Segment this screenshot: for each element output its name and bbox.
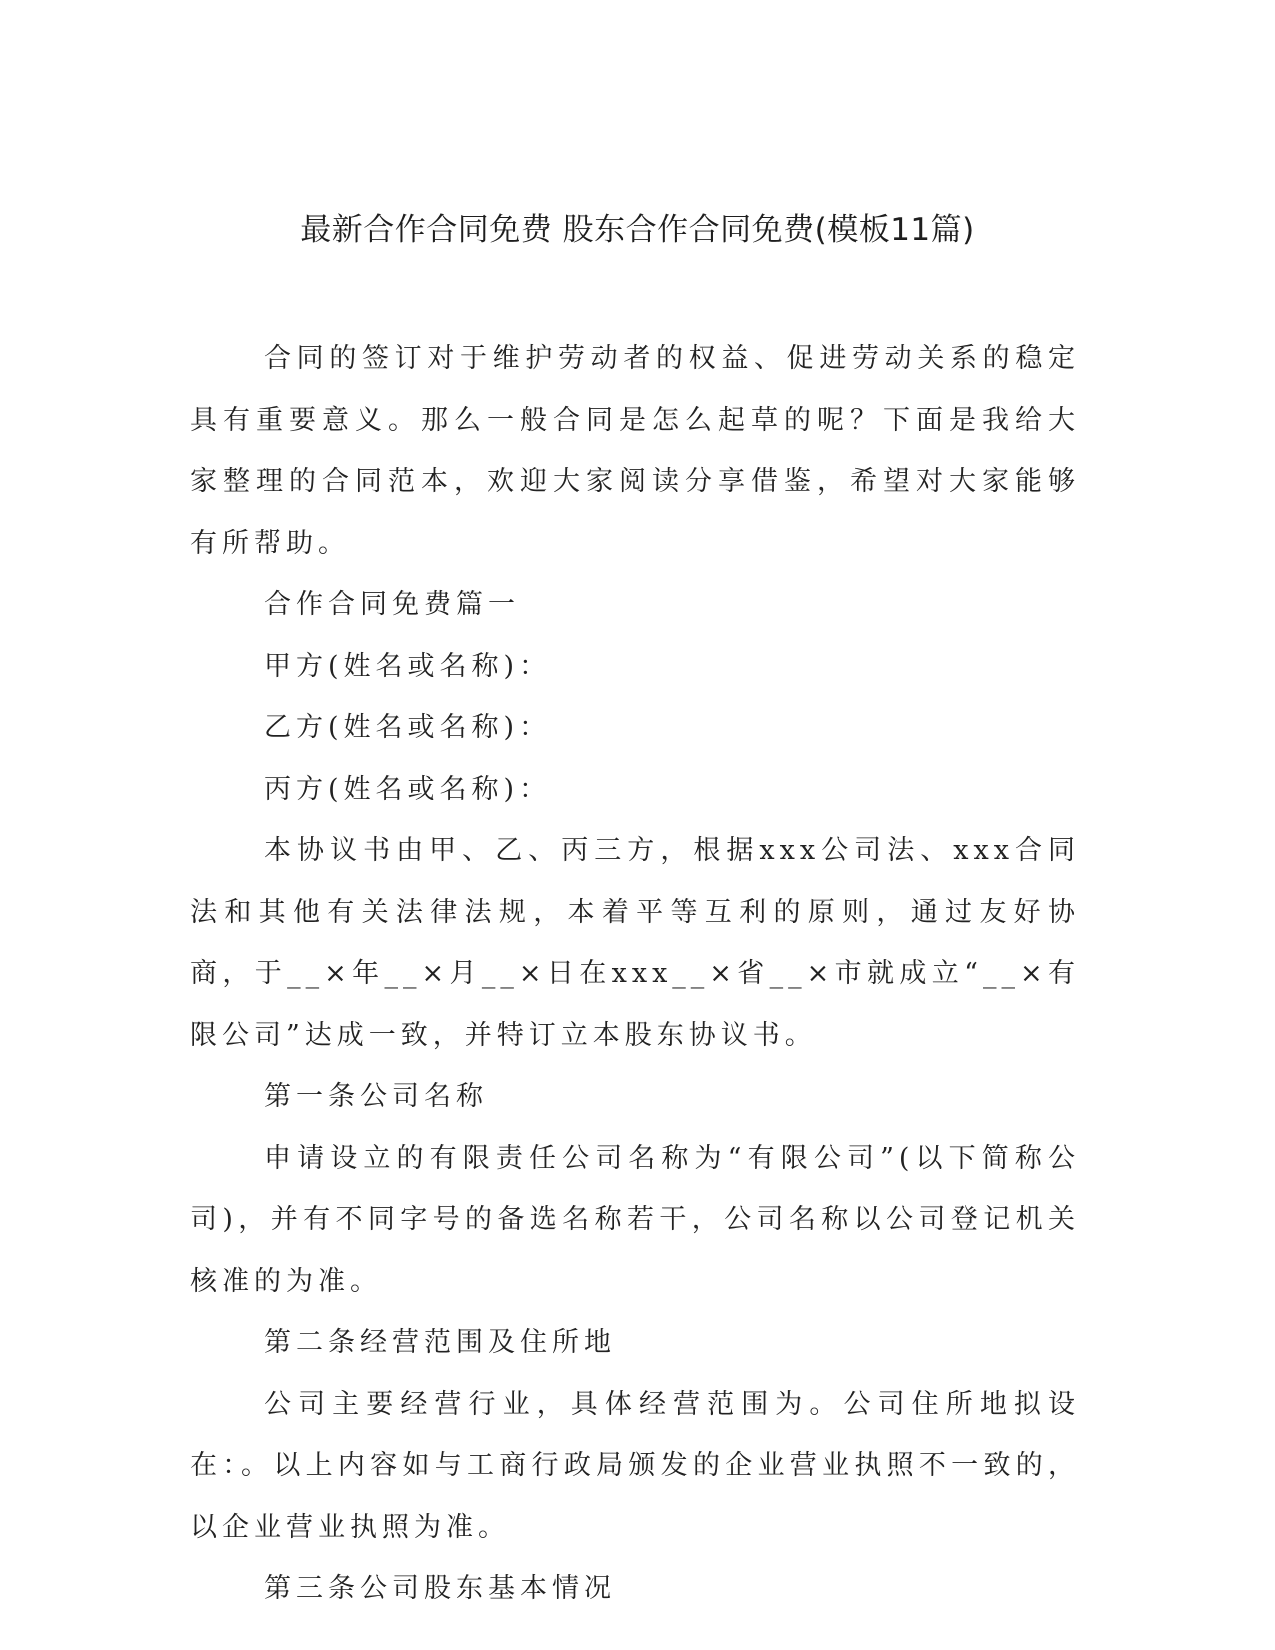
- party-a-line: 甲方(姓名或名称)：: [264, 650, 552, 682]
- article-heading: 第三条公司股东基本情况: [264, 1573, 616, 1604]
- article-heading: 第一条公司名称: [264, 1081, 488, 1112]
- party-b-line: 乙方(姓名或名称)：: [264, 712, 552, 743]
- article-heading: 第二条经营范围及住所地: [264, 1327, 616, 1358]
- article-paragraph: 公司主要经营行业，具体经营范围为。公司住所地拟设在：。以上内容如与工商行政局颁发的企业营业执照不一致的，以企业营业执照为准。: [190, 1388, 1080, 1543]
- document-title: 最新合作合同免费 股东合作合同免费(模板11篇): [300, 212, 975, 248]
- agreement-preamble: 本协议书由甲、乙、丙三方，根据xxx公司法、xxx合同法和其他有关法律法规，本着平等互利的原则，通过友好协商，于__×年__×月__×日在xxx__×省__×市就成立“__×有限公司”达成一致，并特订立本股东协议书。: [190, 835, 1080, 1051]
- intro-paragraph: 合同的签订对于维护劳动者的权益、促进劳动关系的稳定具有重要意义。那么一般合同是怎么起草的呢？下面是我给大家整理的合同范本，欢迎大家阅读分享借鉴，希望对大家能够有所帮助。: [190, 343, 1080, 559]
- party-c-line: 丙方(姓名或名称)：: [264, 773, 552, 805]
- document-body: [190, 328, 1080, 1620]
- section-heading: 合作合同免费篇一: [264, 589, 520, 620]
- article-paragraph: 申请设立的有限责任公司名称为“有限公司”(以下简称公司)，并有不同字号的备选名称若干，公司名称以公司登记机关核准的为准。: [190, 1142, 1080, 1297]
